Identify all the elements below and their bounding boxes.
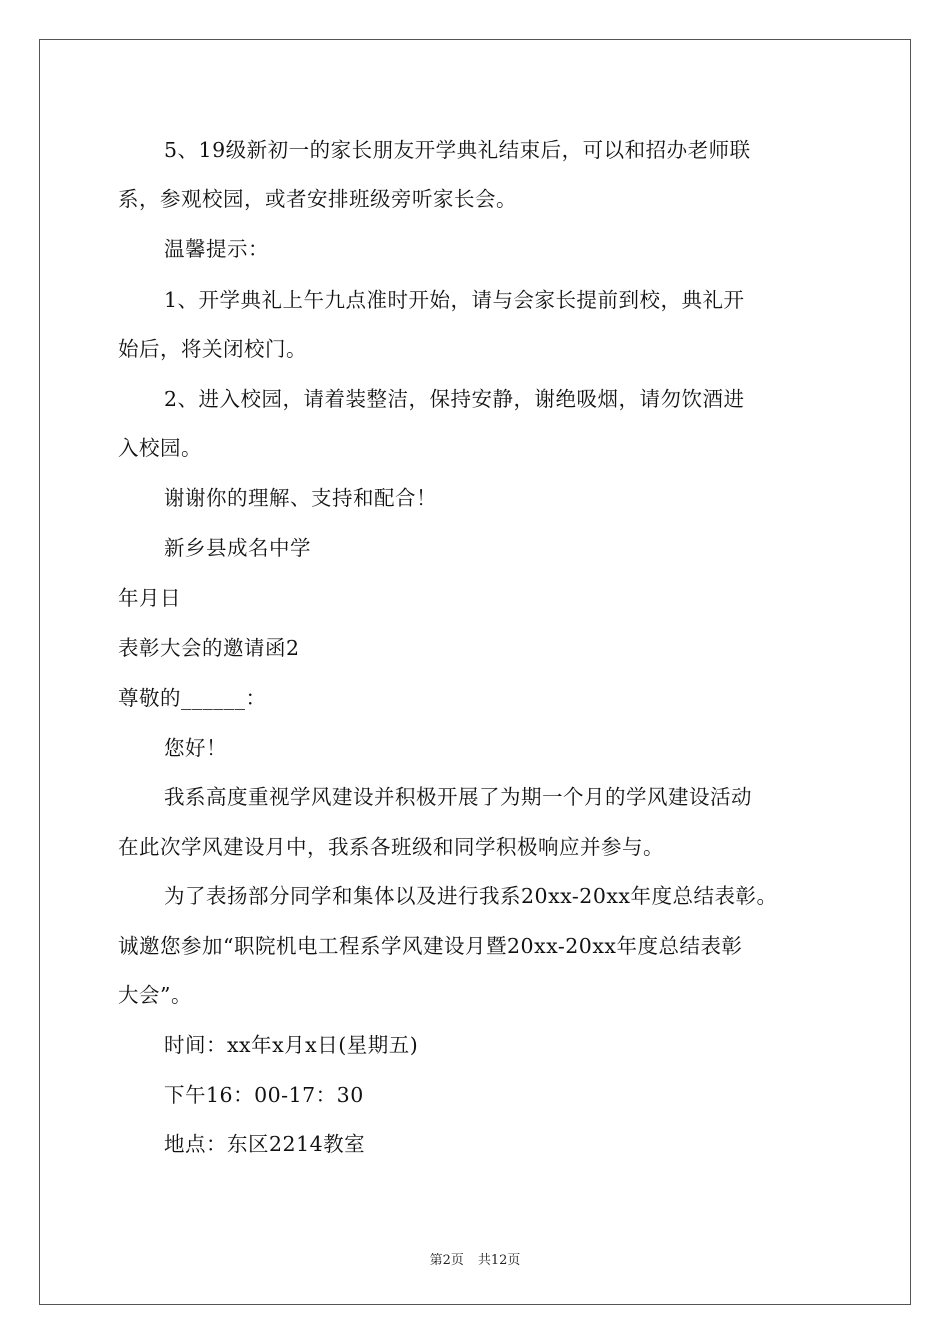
paragraph-line: 2、进入校园，请着装整洁，保持安静，谢绝吸烟，请勿饮酒进 <box>164 387 745 411</box>
page-number: 第2页 <box>429 1253 464 1268</box>
paragraph-line: 入校园。 <box>118 436 202 460</box>
salutation: 尊敬的______： <box>118 686 267 710</box>
page-footer <box>0 1249 950 1268</box>
signature-date: 年月日 <box>118 586 181 610</box>
paragraph-line: 1、开学典礼上午九点准时开始，请与会家长提前到校，典礼开 <box>164 288 745 312</box>
event-hours: 下午16：00-17：30 <box>164 1083 364 1107</box>
paragraph-line: 5、19级新初一的家长朋友开学典礼结束后，可以和招办老师联 <box>164 138 751 162</box>
paragraph-line: 始后，将关闭校门。 <box>118 337 307 361</box>
paragraph-line: 温馨提示： <box>164 237 269 261</box>
paragraph-line: 为了表扬部分同学和集体以及进行我系20xx-20xx年度总结表彰。 <box>164 884 778 908</box>
section-heading: 表彰大会的邀请函2 <box>118 636 300 660</box>
paragraph-line: 系，参观校园，或者安排班级旁听家长会。 <box>118 187 517 211</box>
page-frame <box>39 39 911 1305</box>
event-time: 时间：xx年x月x日(星期五) <box>164 1033 419 1057</box>
paragraph-line: 在此次学风建设月中，我系各班级和同学积极响应并参与。 <box>118 835 664 859</box>
paragraph-line: 谢谢你的理解、支持和配合！ <box>164 486 437 510</box>
greeting: 您好！ <box>164 736 227 760</box>
signature-school: 新乡县成名中学 <box>164 536 311 560</box>
paragraph-line: 大会”。 <box>118 983 192 1007</box>
paragraph-line: 我系高度重视学风建设并积极开展了为期一个月的学风建设活动 <box>164 785 752 809</box>
page-total: 共12页 <box>477 1253 521 1268</box>
event-location: 地点：东区2214教室 <box>164 1132 366 1156</box>
paragraph-line: 诚邀您参加“职院机电工程系学风建设月暨20xx-20xx年度总结表彰 <box>118 934 743 958</box>
